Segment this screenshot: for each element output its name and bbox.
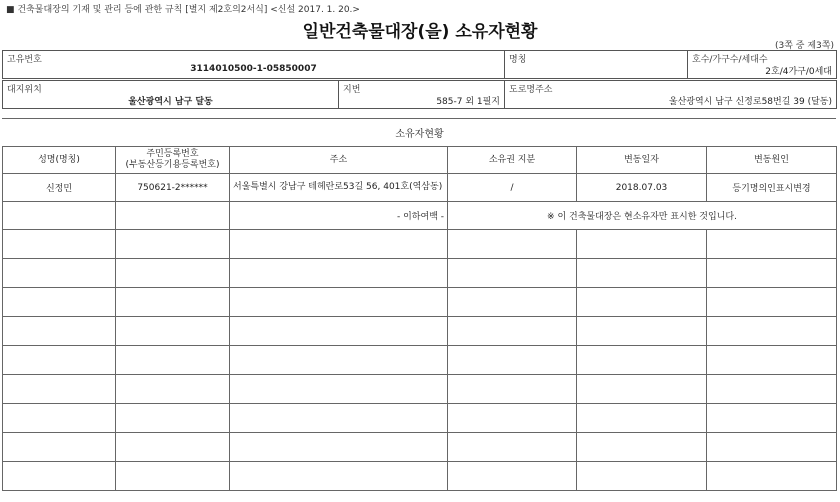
road-label: 도로명주소: [509, 85, 553, 95]
notice-text: ※ 이 건축물대장은 현소유자만 표시한 것입니다.: [448, 202, 837, 230]
empty-row: [3, 346, 837, 375]
lot-label: 지번: [343, 85, 361, 95]
col-share-header: 소유권 지분: [448, 147, 577, 174]
table-row: [3, 174, 837, 202]
change-date: 2018.07.03: [577, 174, 707, 202]
col-address-header: 주소: [230, 147, 448, 174]
owner-id: 750621-2******: [116, 174, 230, 202]
lot-value: 585-7 외 1필지: [436, 97, 500, 107]
col-date-header: 변동일자: [577, 147, 707, 174]
blank-text: - 이하여백 -: [230, 202, 448, 230]
site-value: 울산광역시 남구 달동: [128, 97, 213, 107]
empty-row: [3, 230, 837, 259]
unique-no-value: 3114010500-1-05850007: [190, 64, 317, 74]
section-title: 소유자현황: [3, 119, 837, 147]
site-cell: [3, 81, 339, 109]
page-indicator: (3쪽 중 제3쪽): [775, 41, 834, 51]
section-title-row: [3, 119, 837, 147]
owner-address: 서울특별시 강남구 테헤란로53길 56, 401호(역삼동): [230, 174, 448, 202]
info-row-1: [3, 51, 837, 79]
law-reference: ■ 건축물대장의 기재 및 관리 등에 관한 규칙 [별지 제2호의2서식] <신설 2017. 1. 20.>: [6, 5, 360, 15]
change-reason: 등기명의인표시변경: [707, 174, 837, 202]
empty-row: [3, 288, 837, 317]
col-name-header: 성명(명칭): [3, 147, 116, 174]
building-info-table: [2, 50, 837, 79]
name-label: 명칭: [509, 55, 527, 65]
header-row: [3, 147, 837, 174]
units-cell: [688, 51, 837, 79]
unique-no-label: 고유번호: [7, 55, 42, 65]
owner-name: 신정민: [3, 174, 116, 202]
page-title: 일반건축물대장(을) 소유자현황: [302, 22, 538, 42]
name-cell: [505, 51, 688, 79]
empty-row: [3, 317, 837, 346]
location-info-table: [2, 80, 837, 109]
road-cell: [505, 81, 837, 109]
empty-row: [3, 404, 837, 433]
empty-rows: [3, 230, 837, 491]
empty-row: [3, 259, 837, 288]
units-label: 호수/가구수/세대수: [692, 55, 768, 65]
lot-cell: [339, 81, 505, 109]
owner-share: /: [448, 174, 577, 202]
info-row-2: [3, 81, 837, 109]
empty-row: [3, 433, 837, 462]
site-label: 대지위치: [7, 85, 42, 95]
empty-row: [3, 462, 837, 491]
units-value: 2호/4가구/0세대: [765, 67, 832, 77]
road-value: 울산광역시 남구 신정로58번길 39 (달동): [668, 97, 832, 107]
col-reason-header: 변동원인: [707, 147, 837, 174]
blank-marker-row: [3, 202, 837, 230]
empty-row: [3, 375, 837, 404]
unique-no-cell: [3, 51, 505, 79]
owners-table: [2, 118, 837, 491]
col-id-header: 주민등록번호 (부동산등기용등록번호): [116, 147, 230, 174]
